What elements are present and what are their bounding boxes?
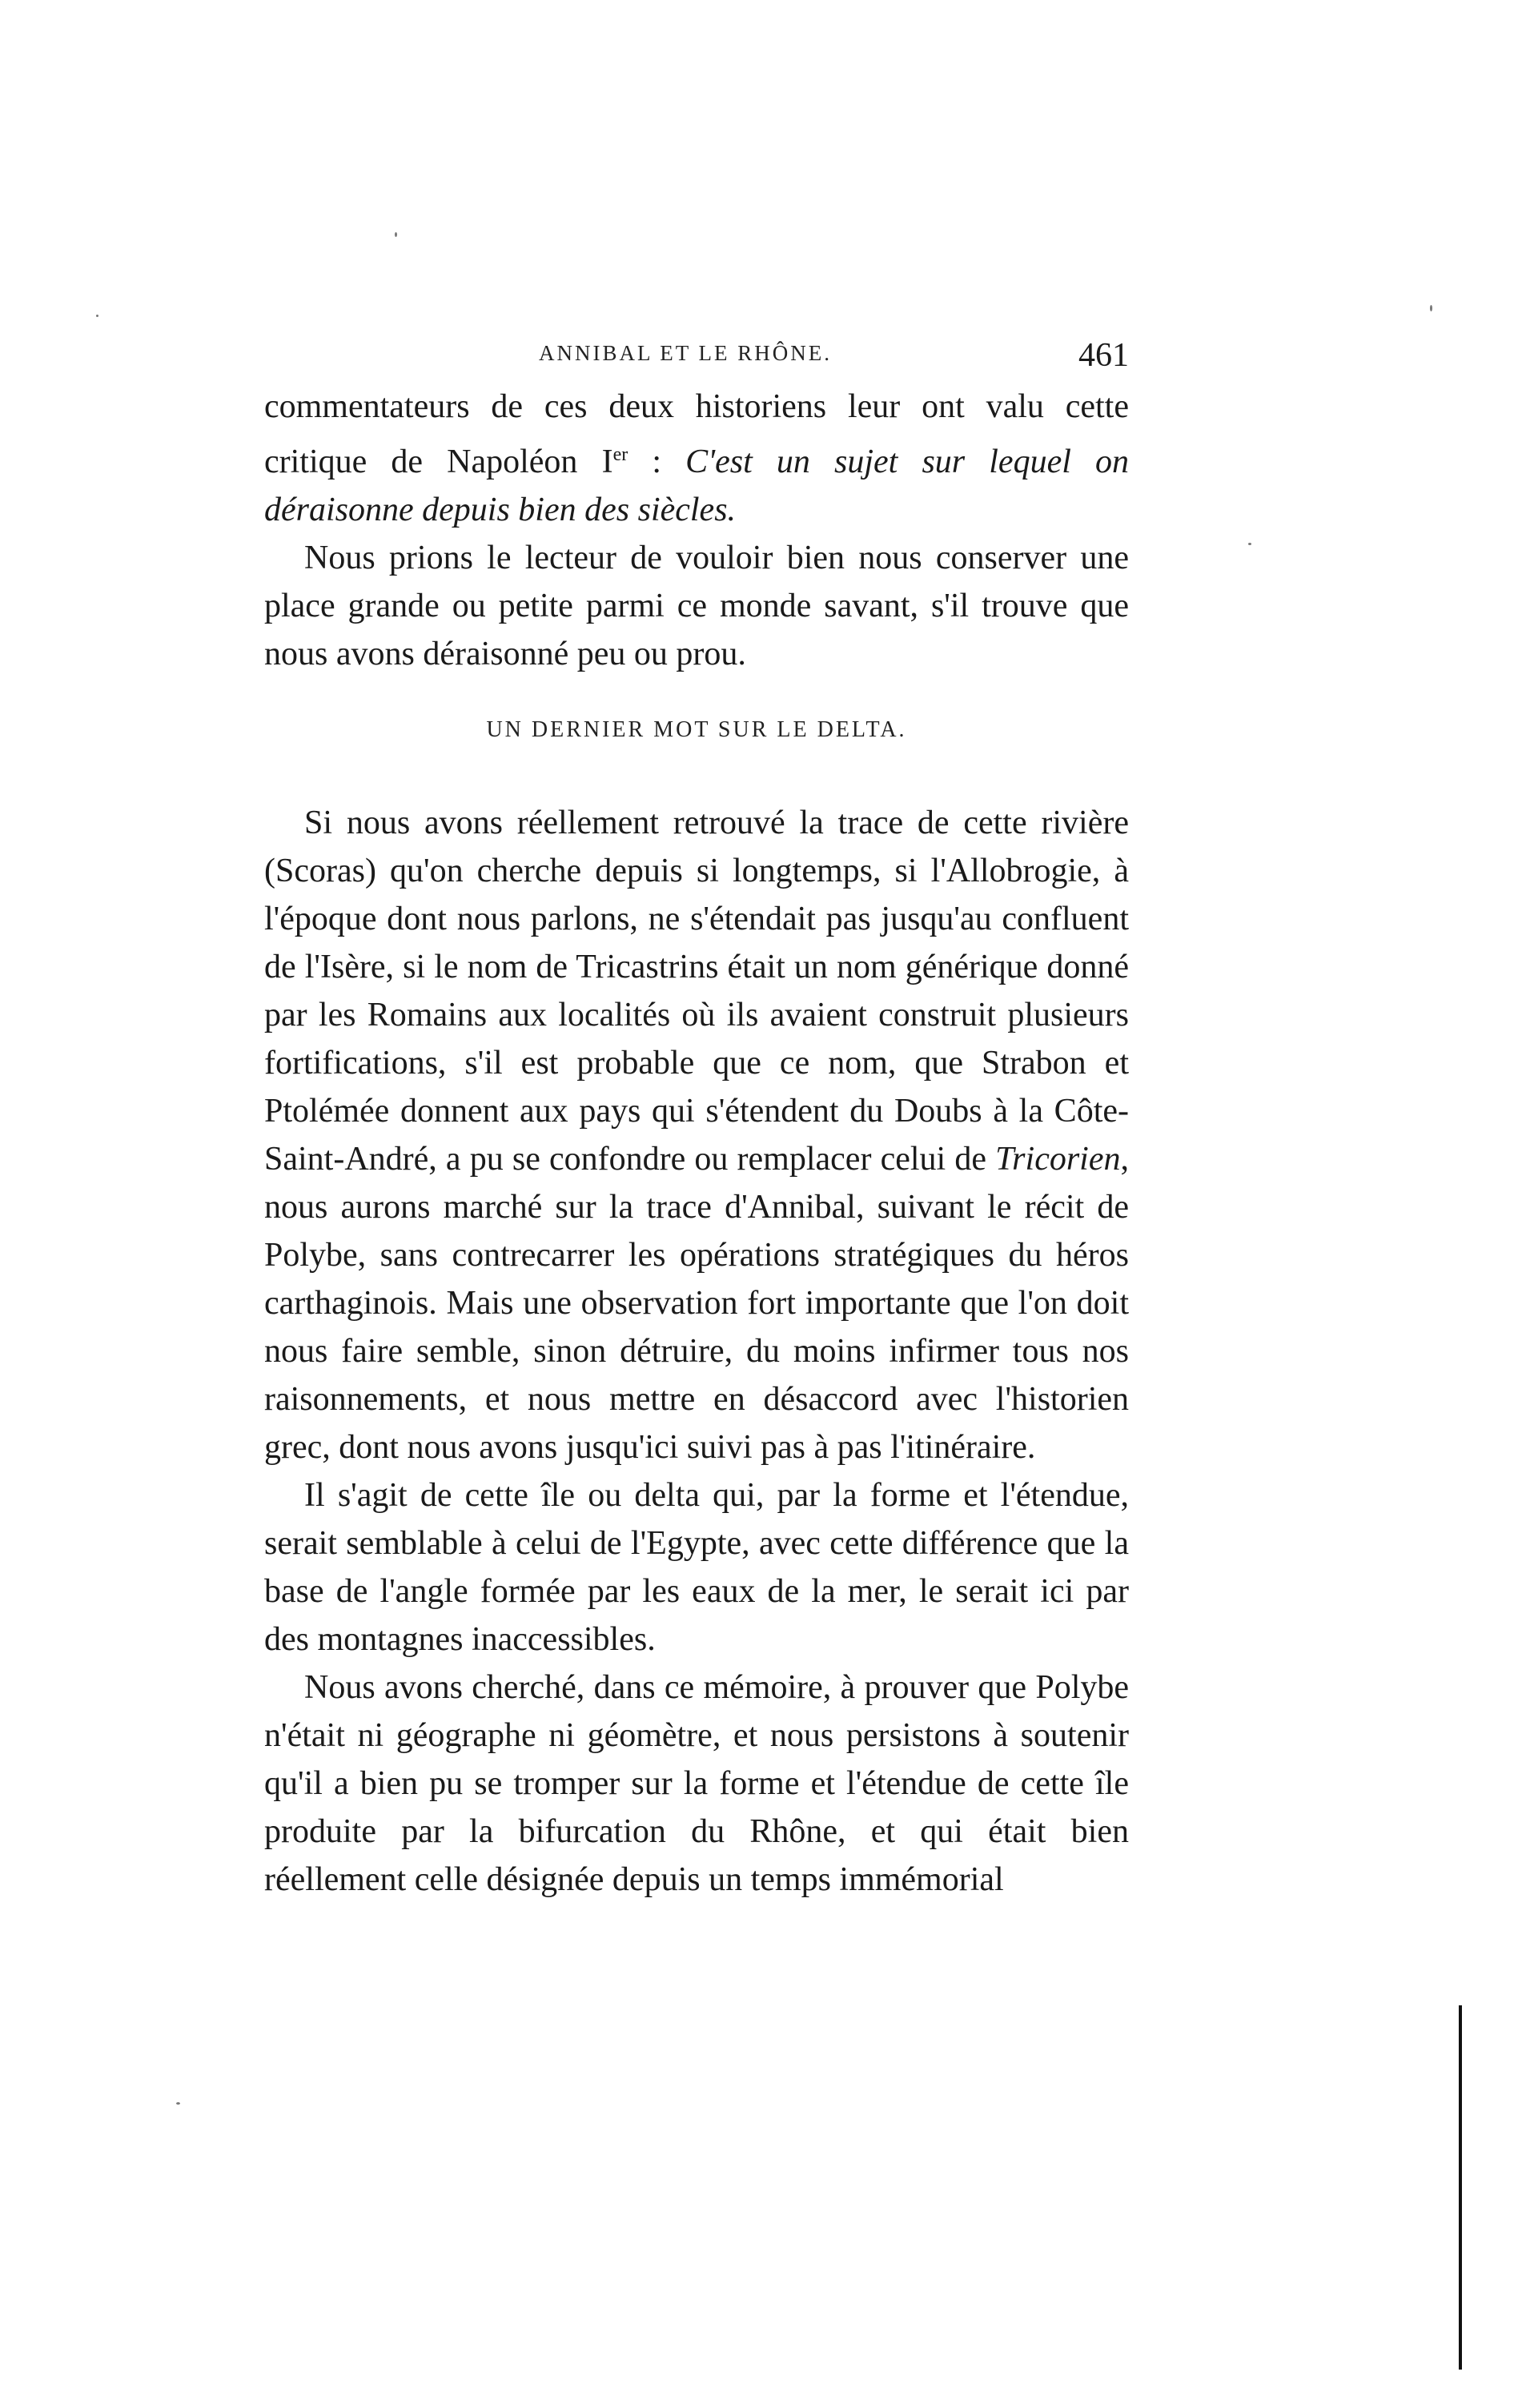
intro-paragraph-2: Nous prions le lecteur de vouloir bien nous conserver une place grande ou petite parmi ce monde savant, s'il trouve que nous avons déraisonné peu ou prou. <box>264 540 1129 672</box>
section-paragraph-3: Nous avons cherché, dans ce mémoire, à prouver que Polybe n'était ni géographe ni géomètre, et nous persistons à soutenir qu'il a bien pu se tromper sur la forme et l'étendue de cette île produite par la bifurcation du Rhône, et qui était bien réellement celle désignée depuis un temps immémorial <box>264 1669 1129 1898</box>
section-paragraph-2: Il s'agit de cette île ou delta qui, par la forme et l'étendue, serait semblable à celui de l'Egypte, avec cette différence que la base de l'angle formée par les eaux de la mer, le serait ici par des montagnes inaccessibles. <box>264 1477 1129 1658</box>
scan-speck <box>176 2102 180 2105</box>
napoleon-quote: C'est un sujet sur lequel on déraisonne depuis bien des siècles. <box>264 443 1129 528</box>
section-text <box>264 799 1129 1904</box>
napoleon-ordinal-base: I <box>601 443 613 480</box>
intro-paragraph-1 <box>264 383 1129 534</box>
intro-text-segment: : <box>628 443 686 480</box>
page-number: 461 <box>1078 337 1129 374</box>
intro-text-segment: commentateurs de ces deux historiens leur ont valu cette critique de Napoléon <box>264 388 1129 480</box>
section-title: UN DERNIER MOT SUR LE DELTA. <box>486 717 907 742</box>
section-text-segment: Si nous avons réellement retrouvé la trace de cette rivière (Scoras) qu'on cherche depuis si longtemps, si l'Allobrogie, à l'époque dont nous parlons, ne s'étendait pas jusqu'au confluent de l'Isère, si le nom de Tricastrins était un nom générique donné par les Romains aux localités où ils avaient construit plusieurs fortifications, s'il est probable que ce nom, que Strabon et Ptolémée donnent aux pays qui s'étendent du Doubs à la Côte-Saint-André, a pu se confondre ou remplacer celui de <box>264 805 1129 1178</box>
scan-margin-line <box>1459 2005 1462 2370</box>
scan-speck <box>1248 543 1251 545</box>
scan-speck <box>395 232 397 237</box>
scan-speck <box>1430 305 1432 311</box>
tricorien-term: Tricorien <box>995 1141 1121 1178</box>
running-head <box>264 336 1129 384</box>
section-paragraph-1 <box>264 799 1129 1471</box>
scan-speck <box>96 315 98 317</box>
section-text-segment: , nous aurons marché sur la trace d'Annibal, suivant le récit de Polybe, sans contrecarrer les opérations stratégiques du héros carthaginois. Mais une observation fort importante que l'on doit nous faire semble, sinon détruire, du moins infirmer tous nos raisonnements, et nous mettre en désaccord avec l'historien grec, dont nous avons jusqu'ici suivi pas à pas l'itinéraire. <box>264 1141 1129 1466</box>
intro-text <box>264 383 1129 678</box>
running-title: ANNIBAL ET LE RHÔNE. <box>539 341 832 365</box>
napoleon-ordinal-sup: er <box>612 444 628 465</box>
